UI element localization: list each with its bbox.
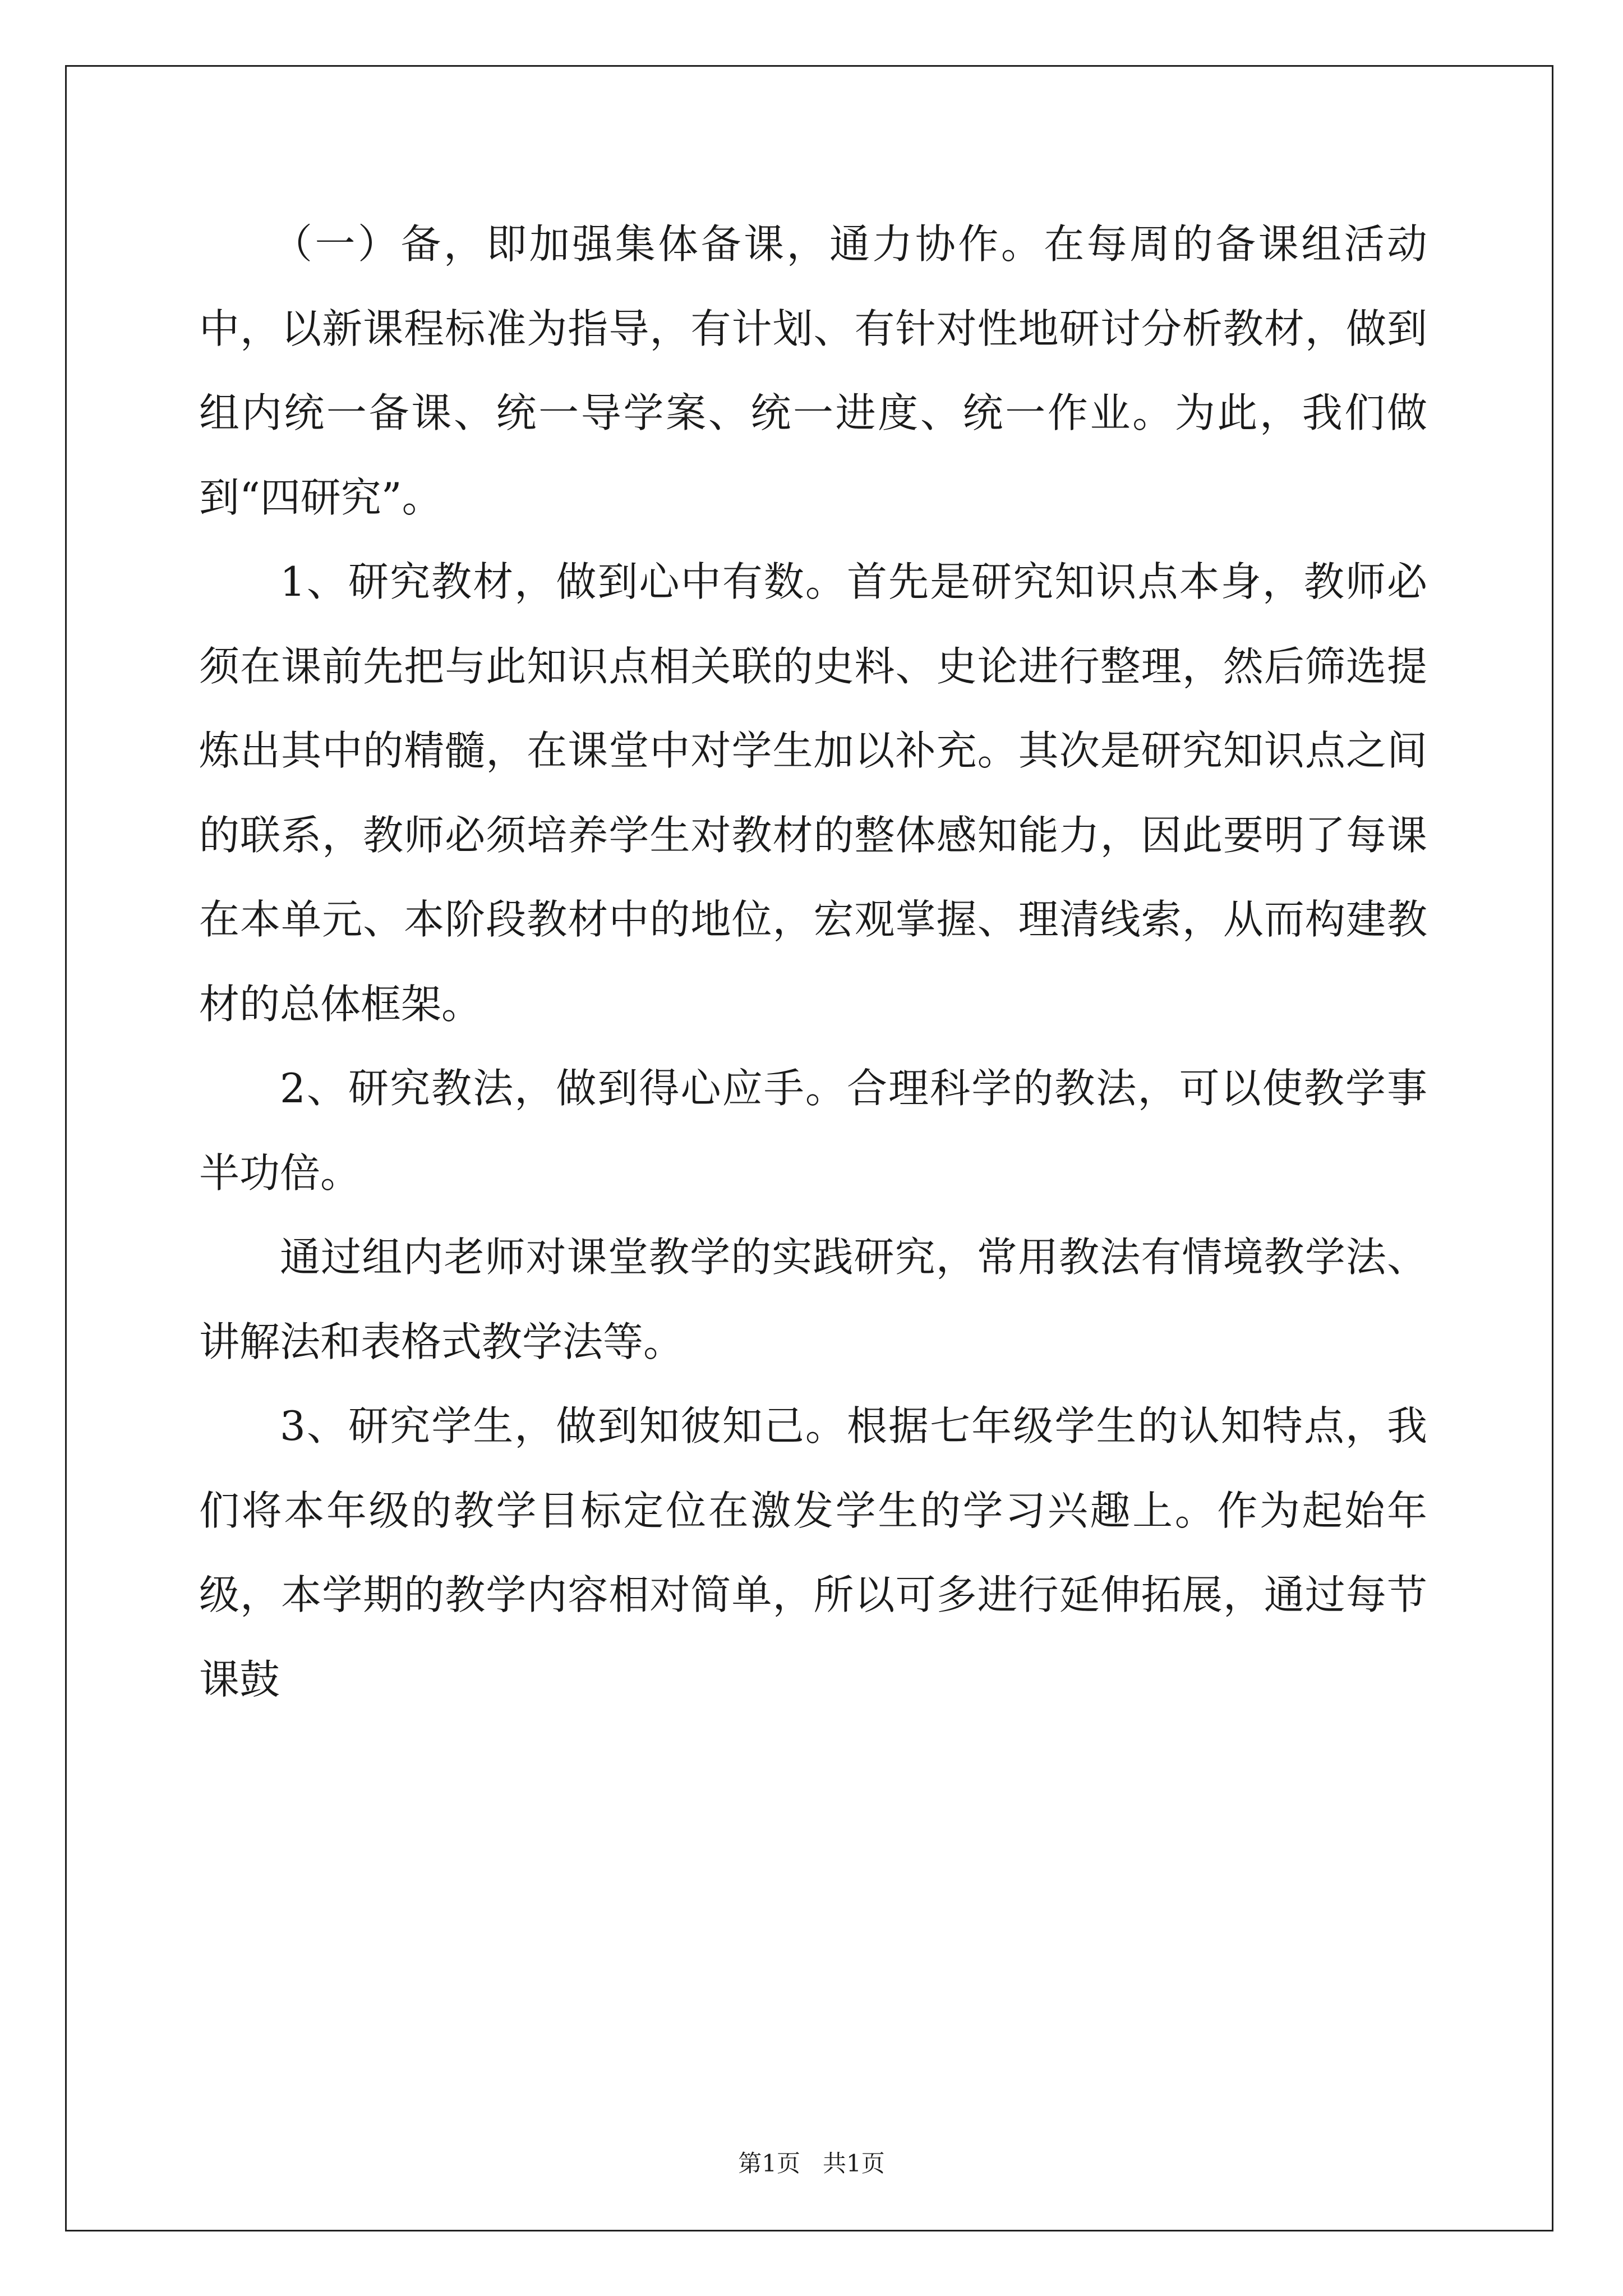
page-total: 共1页 [823,2150,885,2177]
paragraph: 1、研究教材，做到心中有数。首先是研究知识点本身，教师必须在课前先把与此知识点相关联的史料、史论进行整理，然后筛选提炼出其中的精髓，在课堂中对学生加以补充。其次是研究知识点之间的联系，教师必须培养学生对教材的整体感知能力，因此要明了每课在本单元、本阶段教材中的地位，宏观掌握、理清线索，从而构建教材的总体框架。 [199,558,1427,1028]
page-number: 第1页 [738,2150,800,2177]
document-body [199,202,1427,1722]
paragraph: 2、研究教法，做到得心应手。合理科学的教法，可以使教学事半功倍。 [199,1065,1427,1197]
paragraph: 通过组内老师对课堂教学的实践研究，常用教法有情境教学法、讲解法和表格式教学法等。 [199,1234,1427,1365]
paragraph: 3、研究学生，做到知彼知己。根据七年级学生的认知特点，我们将本年级的教学目标定位在激发学生的学习兴趣上。作为起始年级，本学期的教学内容相对简单，所以可多进行延伸拓展，通过每节课鼓 [199,1402,1427,1703]
page-footer [0,2150,1623,2178]
paragraph: （一）备，即加强集体备课，通力协作。在每周的备课组活动中，以新课程标准为指导，有计划、有针对性地研讨分析教材，做到组内统一备课、统一导学案、统一进度、统一作业。为此，我们做到“四研究”。 [199,220,1427,521]
